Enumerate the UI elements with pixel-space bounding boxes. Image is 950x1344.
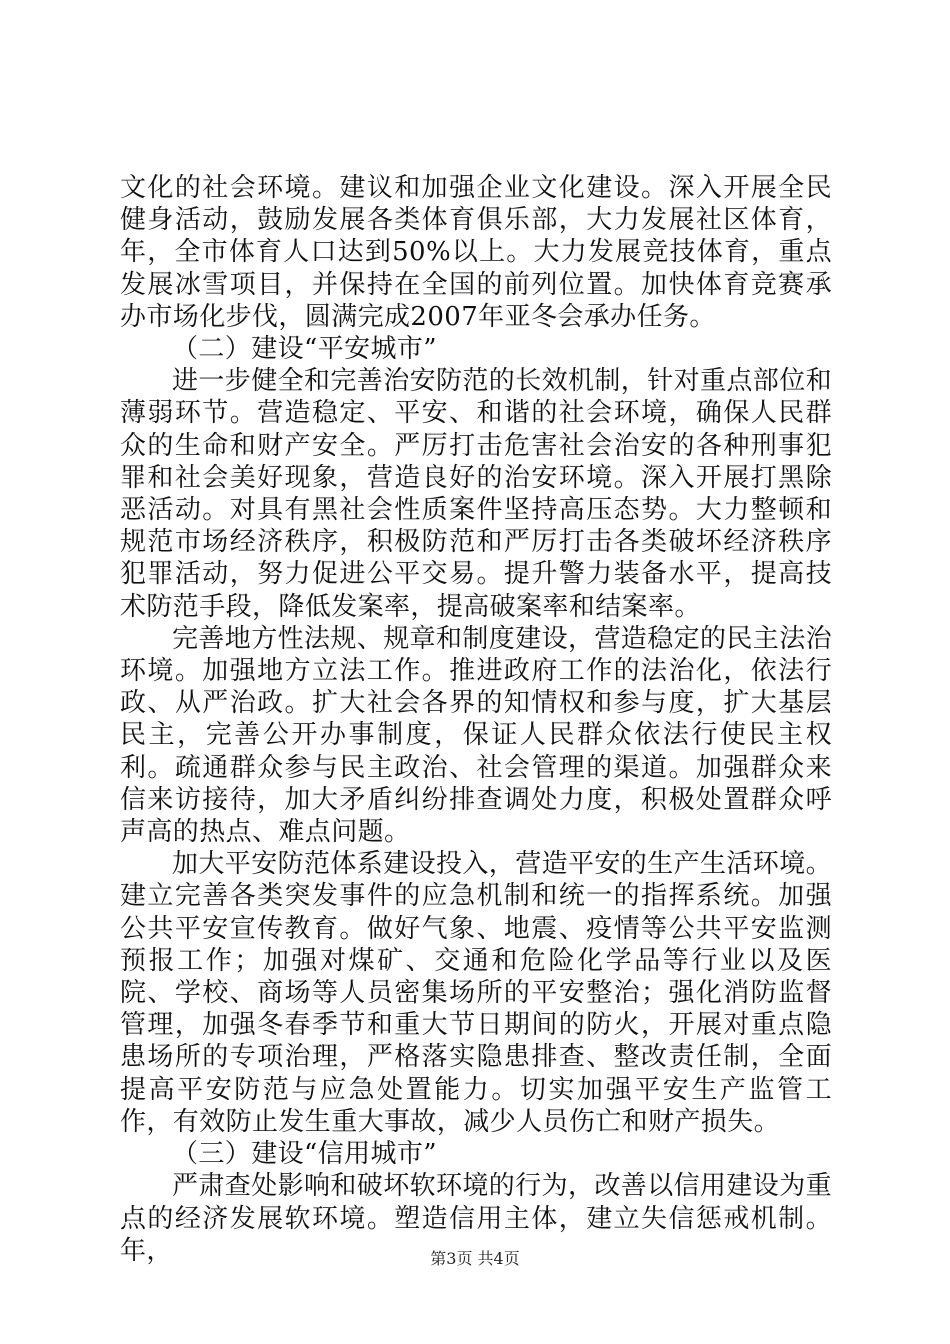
paragraph-public-security: 进一步健全和完善治安防范的长效机制，针对重点部位和薄弱环节。营造稳定、平安、和谐的社会环境，确保人民群众的生命和财产安全。严厉打击危害社会治安的各种刑事犯罪和社会美好现象，营造良好的治安环境。深入开展打黑除恶活动。对具有黑社会性质案件坚持高压态势。大力整顿和规范市场经济秩序，积极防范和严厉打击各类破坏经济秩序犯罪活动，努力促进公平交易。提升警力装备水平，提高技术防范手段，降低发案率，提高破案率和结案率。 (120, 366, 833, 622)
paragraph-credit: 严肃查处影响和破坏软环境的行为，改善以信用建设为重点的经济发展软环境。塑造信用主体，建立失信惩戒机制。年， (120, 1171, 833, 1266)
section-heading-credit-city: （三）建设“信用城市” (172, 1139, 437, 1170)
document-body (120, 172, 832, 1267)
section-heading-safe-city: （二）建设“平安城市” (172, 334, 437, 365)
paragraph-safety-prevention: 加大平安防范体系建设投入，营造平安的生产生活环境。建立完善各类突发事件的应急机制和统一的指挥系统。加强公共平安宣传教育。做好气象、地震、疫情等公共平安监测预报工作；加强对煤矿、交通和危险化学品等行业以及医院、学校、商场等人员密集场所的平安整治；强化消防监督管理，加强冬春季节和重大节日期间的防火，开展对重点隐患场所的专项治理，严格落实隐患排查、整改责任制，全面提高平安防范与应急处置能力。切实加强平安生产监管工作，有效防止发生重大事故，减少人员伤亡和财产损失。 (120, 849, 833, 1137)
page-number-footer: 第3页 共4页 (430, 1249, 520, 1268)
paragraph-culture: 文化的社会环境。建议和加强企业文化建设。深入开展全民健身活动，鼓励发展各类体育俱乐部，大力发展社区体育，年，全市体育人口达到50%以上。大力发展竞技体育，重点发展冰雪项目，并保持在全国的前列位置。加快体育竞赛承办市场化步伐，圆满完成2007年亚冬会承办任务。 (120, 173, 832, 332)
paragraph-rule-of-law: 完善地方性法规、规章和制度建设，营造稳定的民主法治环境。加强地方立法工作。推进政府工作的法治化，依法行政、从严治政。扩大社会各界的知情权和参与度，扩大基层民主，完善公开办事制度，保证人民群众依法行使民主权利。疏通群众参与民主政治、社会管理的渠道。加强群众来信来访接待，加大矛盾纠纷排查调处力度，积极处置群众呼声高的热点、难点问题。 (120, 623, 833, 848)
